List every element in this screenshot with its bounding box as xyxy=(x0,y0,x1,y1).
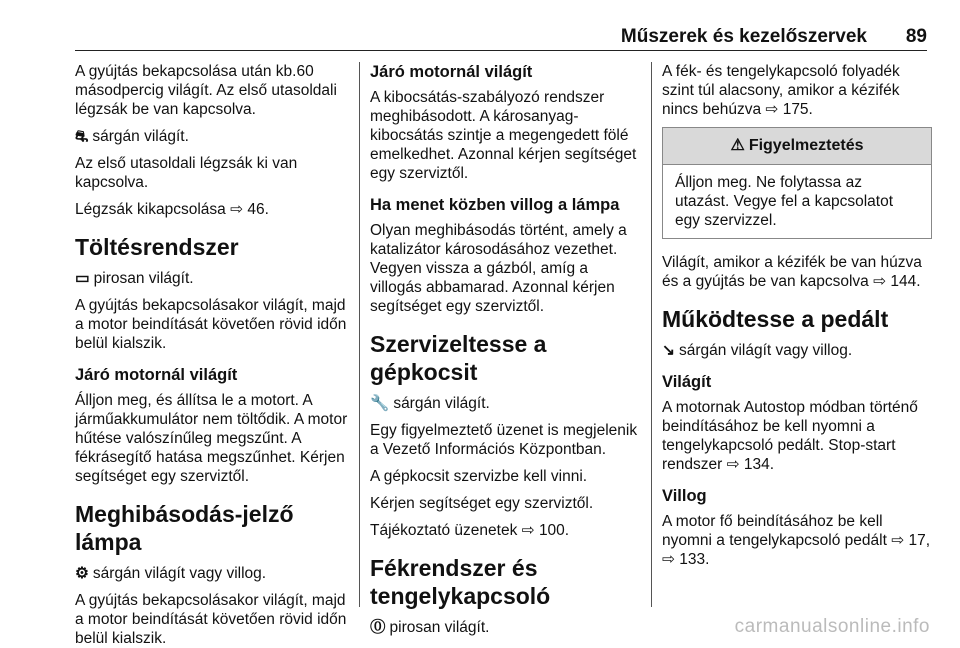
subheading: Villog xyxy=(662,487,707,505)
paragraph: Olyan meghibásodás történt, amely a katalizátor károsodásához vezethet. Vegyen vissza a gázból, amíg a villogás abbamarad. Azonnal kérjen segítséget egy szerviztől. xyxy=(370,222,627,315)
wrench-car-icon: 🔧 xyxy=(370,395,390,412)
watermark: carmanualsonline.info xyxy=(734,616,930,637)
subheading: Világít xyxy=(662,373,712,391)
paragraph: Álljon meg, és állítsa le a motort. A járműakkumulátor nem töltődik. A motor hűtése valószínűleg megszűnt. A fékrásegítő hatása megszűnhet. Kérjen segítséget egy szerviztől. xyxy=(75,392,348,485)
paragraph: Egy figyelmeztető üzenet is megjelenik a Vezető Információs Központban. xyxy=(370,422,638,458)
airbag-off-icon: ⛐ xyxy=(75,128,89,145)
battery-icon: ▭ xyxy=(75,270,90,287)
page-title: Műszerek és kezelőszervek xyxy=(620,26,867,47)
paragraph: A gyújtás bekapcsolásakor világít, majd a motor beindítását követően rövid időn belül kialszik. xyxy=(75,592,347,647)
column-1 xyxy=(75,62,350,647)
paragraph: A gyújtás bekapcsolásakor világít, majd a motor beindítását követően rövid időn belül kialszik. xyxy=(75,297,347,352)
subheading: Ha menet közben villog a lámpa xyxy=(370,196,620,214)
paragraph: Légzsák kikapcsolása ⇨ 46. xyxy=(75,201,269,218)
section-heading: Töltésrendszer xyxy=(75,234,239,260)
section-heading: Meghibásodás-jelző lámpa xyxy=(75,501,294,555)
brake-icon: ⓪ xyxy=(370,619,386,636)
paragraph: ⚙ sárgán világít vagy villog. xyxy=(75,565,267,582)
paragraph: 🔧 sárgán világít. xyxy=(370,395,490,412)
page-header xyxy=(75,24,927,51)
section-heading: Szervizeltesse a gépkocsit xyxy=(370,331,547,385)
paragraph: Tájékoztató üzenetek ⇨ 100. xyxy=(370,522,570,539)
warning-text: Álljon meg. Ne folytassa az utazást. Vegye fel a kapcsolatot egy szervizzel. xyxy=(675,174,893,229)
warning-triangle-icon: ⚠ xyxy=(730,137,745,154)
pedal-icon: ↘ xyxy=(662,342,675,359)
paragraph: ⛐ sárgán világít. xyxy=(75,128,189,145)
warning-box xyxy=(662,127,932,239)
column-divider xyxy=(651,62,652,607)
engine-icon: ⚙ xyxy=(75,565,89,582)
column-divider xyxy=(359,62,360,607)
paragraph: ↘ sárgán világít vagy villog. xyxy=(662,342,853,359)
section-heading: Fékrendszer és tengelykapcsoló xyxy=(370,555,551,609)
paragraph: ⓪ pirosan világít. xyxy=(370,619,490,636)
paragraph: Világít, amikor a kézifék be van húzva és a gyújtás be van kapcsolva ⇨ 144. xyxy=(662,254,922,290)
column-3 xyxy=(662,62,932,620)
paragraph: A motornak Autostop módban történő beindításához be kell nyomni a tengelykapcsoló pedált. Stop-start rendszer ⇨ 134. xyxy=(662,399,918,473)
paragraph: ▭ pirosan világít. xyxy=(75,270,194,287)
paragraph: A kibocsátás-szabályozó rendszer meghibásodott. A károsanyag-kibocsátás szintje a megengedett fölé emelkedhet. Azonnal kérjen segítséget egy szerviztől. xyxy=(370,89,637,182)
paragraph: A fék- és tengelykapcsoló folyadék szint túl alacsony, amikor a kézifék nincs behúzva ⇨ 175. xyxy=(662,63,900,118)
subheading: Járó motornál világít xyxy=(75,366,238,384)
paragraph: Kérjen segítséget egy szerviztől. xyxy=(370,495,594,512)
warning-header: ⚠ Figyelmeztetés xyxy=(663,128,931,165)
section-heading: Működtesse a pedált xyxy=(662,306,889,332)
page-number: 89 xyxy=(905,26,927,47)
column-2 xyxy=(370,62,640,636)
subheading: Járó motornál világít xyxy=(370,63,533,81)
paragraph: Az első utasoldali légzsák ki van kapcsolva. xyxy=(75,155,298,191)
paragraph: A gyújtás bekapcsolása után kb.60 másodpercig világít. Az első utasoldali légzsák be van kapcsolva. xyxy=(75,63,337,118)
paragraph: A gépkocsit szervizbe kell vinni. xyxy=(370,468,588,485)
paragraph: A motor fő beindításához be kell nyomni a tengelykapcsoló pedált ⇨ 17, ⇨ 133. xyxy=(662,513,931,568)
